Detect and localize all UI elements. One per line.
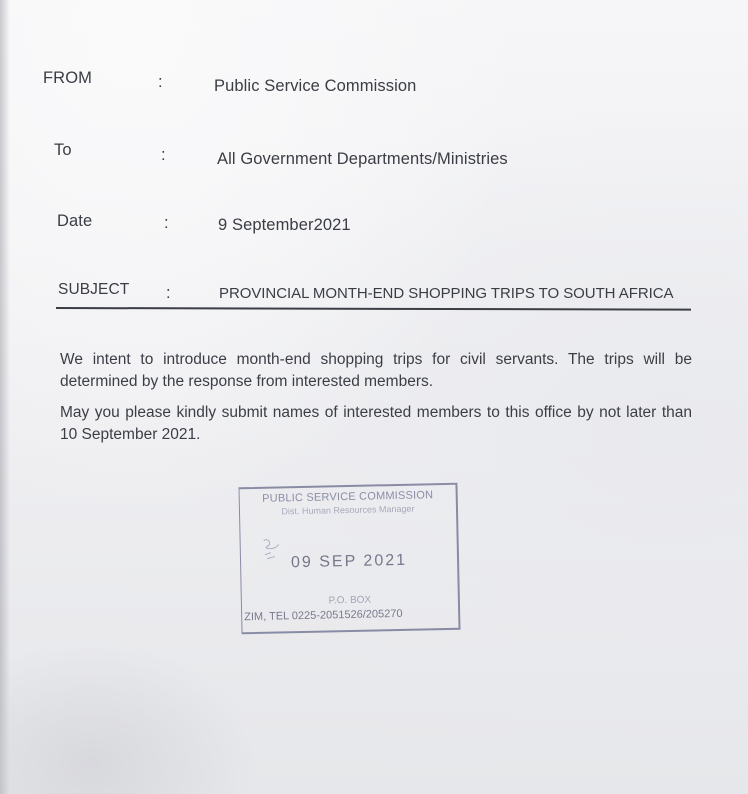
- subject-label: SUBJECT: [58, 281, 130, 298]
- from-value: Public Service Commission: [214, 77, 417, 95]
- paper-fold-shadow: [0, 640, 260, 794]
- stamp-date: 09 SEP 2021: [290, 551, 408, 572]
- date-label: Date: [57, 212, 93, 230]
- subject-underline: [56, 307, 691, 311]
- stamp-po-box: P.O. BOX: [328, 594, 372, 607]
- to-colon: :: [161, 146, 166, 164]
- subject-value: PROVINCIAL MONTH-END SHOPPING TRIPS TO SOUTH AFRICA: [219, 285, 674, 302]
- to-value: All Government Departments/Ministries: [217, 150, 508, 168]
- stamp-department: Dist. Human Resources Manager: [281, 503, 415, 517]
- official-stamp: [238, 483, 460, 635]
- to-label: To: [54, 141, 72, 159]
- body-paragraph-1: We intent to introduce month-end shopping trips for civil servants. The trips will be determined by the response from interested members.: [60, 351, 692, 390]
- stamp-organisation: PUBLIC SERVICE COMMISSION: [262, 489, 434, 505]
- from-label: FROM: [43, 69, 92, 87]
- subject-colon: :: [166, 284, 171, 302]
- date-colon: :: [164, 214, 169, 232]
- from-colon: :: [158, 73, 163, 91]
- date-value: 9 September2021: [218, 216, 351, 234]
- stamp-telephone: ZIM, TEL 0225-2051526/205270: [244, 607, 403, 624]
- body-paragraph-2: May you please kindly submit names of interested members to this office by not later than 10 September 2021.: [60, 404, 692, 443]
